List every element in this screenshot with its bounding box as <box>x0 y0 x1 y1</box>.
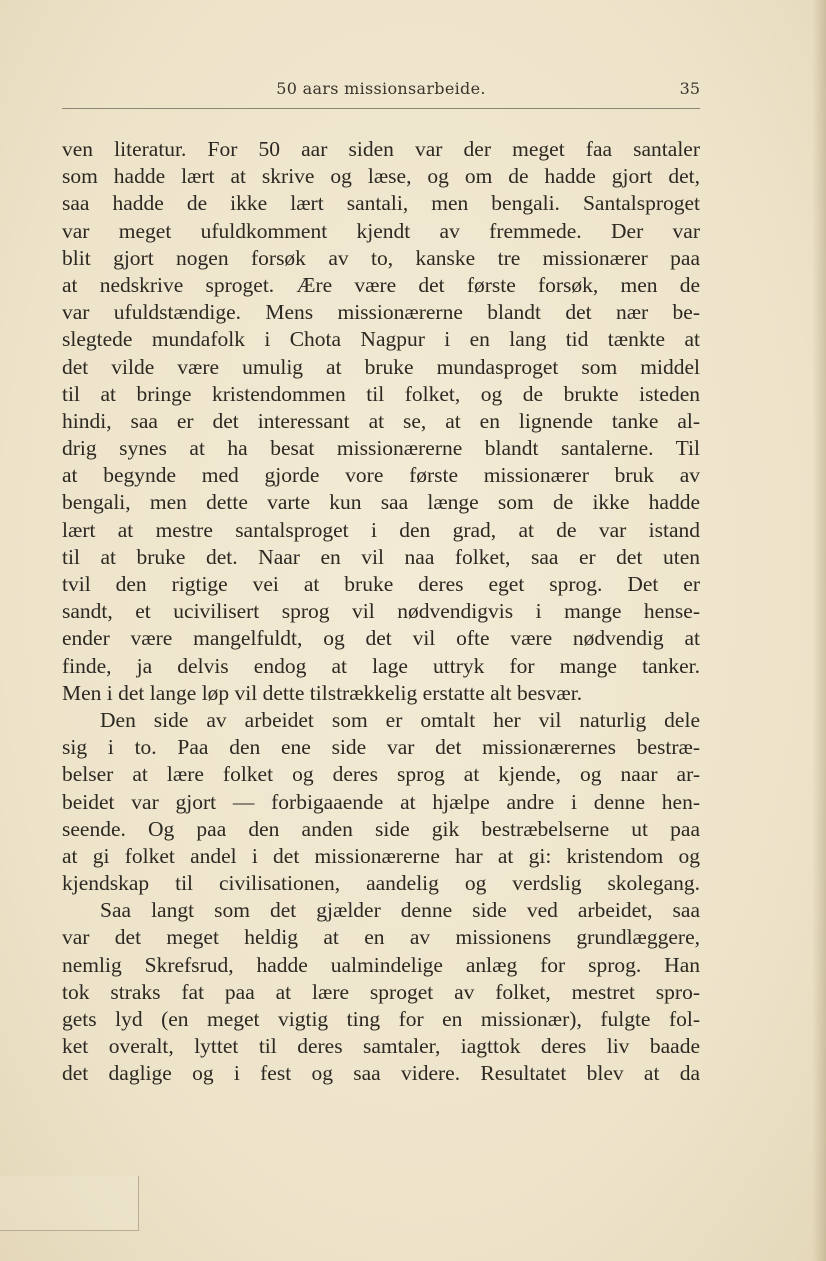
page-edge-shadow <box>812 0 826 1261</box>
text-line: sig i to. Paa den ene side var det missionærernes bestræ- <box>62 735 700 760</box>
text-line: ket overalt, lyttet til deres samtaler, iagttok deres liv baade <box>62 1034 700 1059</box>
library-label-sticker <box>0 1176 139 1231</box>
text-line: tok straks fat paa at lære sproget av folket, mestret spro- <box>62 979 700 1004</box>
text-line: til at bruke det. Naar en vil naa folket, saa er det uten <box>62 544 700 569</box>
text-line: beidet var gjort — forbigaaende at hjælpe andre i denne hen- <box>62 789 700 814</box>
text-line: at begynde med gjorde vore første missionærer bruk av <box>62 463 700 488</box>
text-line: lært at mestre santalsproget i den grad, at de var istand <box>62 517 700 542</box>
paragraph-end-line: kjendskap til civilisationen, aandelig og verdslig skolegang. <box>62 871 700 896</box>
running-title: 50 aars missionsarbeide. <box>276 79 486 98</box>
running-header <box>62 79 700 101</box>
text-line: drig synes at ha besat missionærerne blandt santalerne. Til <box>62 436 700 461</box>
text-line: var ufuldstændige. Mens missionærerne blandt det nær be- <box>62 300 700 325</box>
text-line: bengali, men dette varte kun saa længe som de ikke hadde <box>62 490 700 515</box>
paragraph-end-line: Men i det lange løp vil dette tilstrækkelig erstatte alt besvær. <box>62 680 583 705</box>
header-rule <box>62 108 700 109</box>
text-line: til at bringe kristendommen til folket, og de brukte isteden <box>62 381 700 406</box>
text-line: at gi folket andel i det missionærerne har at gi: kristendom og <box>62 843 700 868</box>
text-line: var meget ufuldkomment kjendt av fremmede. Der var <box>62 218 700 243</box>
text-line: sandt, et ucivilisert sprog vil nødvendigvis i mange hense- <box>62 599 700 624</box>
text-line: at nedskrive sproget. Ære være det første forsøk, men de <box>62 272 700 297</box>
text-line: saa hadde de ikke lært santali, men bengali. Santalsproget <box>62 191 700 216</box>
text-line: var det meget heldig at en av missionens grundlæggere, <box>62 925 700 950</box>
text-line: ven literatur. For 50 aar siden var der meget faa santaler <box>62 137 700 161</box>
text-line: belser at lære folket og deres sprog at kjende, og naar ar- <box>62 762 700 787</box>
text-line: finde, ja delvis endog at lage uttryk for mange tanker. <box>62 653 700 678</box>
body-text <box>62 136 700 1088</box>
text-line: nemlig Skrefsrud, hadde ualmindelige anlæg for sprog. Han <box>62 952 700 977</box>
text-line: ender være mangelfuldt, og det vil ofte være nødvendig at <box>62 626 700 651</box>
text-line: blit gjort nogen forsøk av to, kanske tre missionærer paa <box>62 245 700 270</box>
text-line: det vilde være umulig at bruke mundasproget som middel <box>62 354 700 379</box>
text-line: tvil den rigtige vei at bruke deres eget sprog. Det er <box>62 572 700 596</box>
text-line: det daglige og i fest og saa videre. Resultatet blev at da <box>62 1061 700 1086</box>
text-line: seende. Og paa den anden side gik bestræbelserne ut paa <box>62 816 700 841</box>
text-line: gets lyd (en meget vigtig ting for en missionær), fulgte fol- <box>62 1007 700 1031</box>
text-line: slegtede mundafolk i Chota Nagpur i en lang tid tænkte at <box>62 327 700 352</box>
text-line: som hadde lært at skrive og læse, og om de hadde gjort det, <box>62 164 700 189</box>
page-number: 35 <box>679 79 700 98</box>
paragraph-start-line: Saa langt som det gjælder denne side ved arbeidet, saa <box>100 898 700 923</box>
text-line: hindi, saa er det interessant at se, at en lignende tanke al- <box>62 408 700 433</box>
paragraph-start-line: Den side av arbeidet som er omtalt her vil naturlig dele <box>100 707 700 732</box>
